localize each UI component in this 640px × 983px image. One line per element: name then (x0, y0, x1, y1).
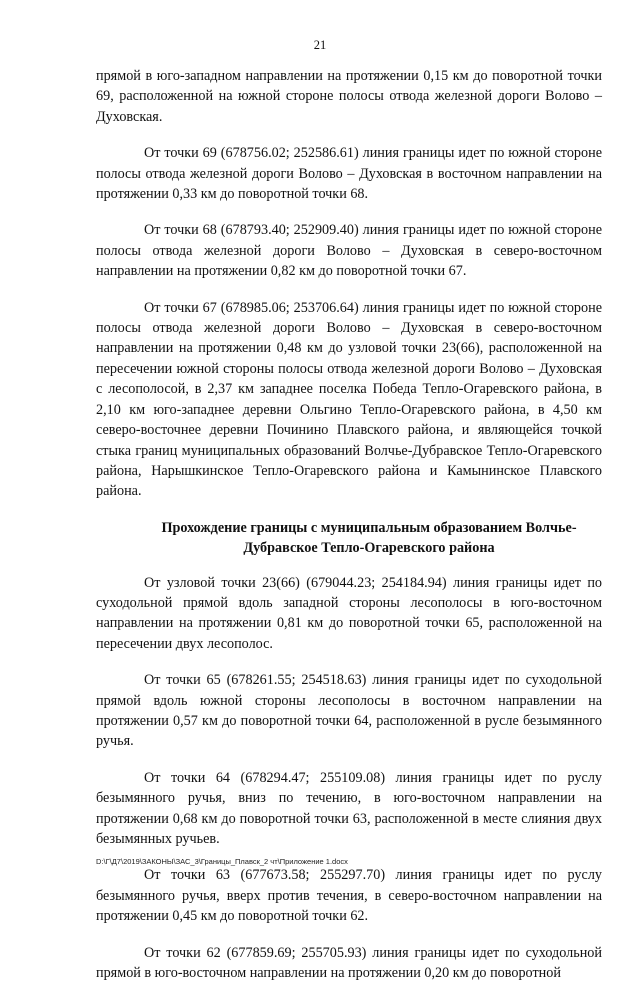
paragraph-node-23-66: От узловой точки 23(66) (679044.23; 254184.94) линия границы идет по суходольной прямой вдоль западной стороны лесополосы в юго-восточном направлении на протяжении 0,81 км до поворотной точки 65, расположенной на пересечении двух лесополос. (96, 574, 602, 652)
paragraph-point-63: От точки 63 (677673.58; 255297.70) линия границы идет по руслу безымянного ручья, вверх против течения, в северо-восточном направлении на протяжении 0,45 км до поворотной точки 62. (96, 867, 602, 925)
paragraph-point-65: От точки 65 (678261.55; 254518.63) линия границы идет по суходольной прямой вдоль южной стороны лесополосы в восточном направлении на протяжении 0,57 км до поворотной точки 64, расположенной в русле безымянного ручья. (96, 672, 602, 750)
paragraph-continuation: прямой в юго-западном направлении на протяжении 0,15 км до поворотной точки 69, расположенной на южной стороне полосы отвода железной дороги Волово – Духовская. (96, 68, 602, 125)
document-body (96, 66, 602, 983)
paragraph-point-67: От точки 67 (678985.06; 253706.64) линия границы идет по южной стороне полосы отвода железной дороги Волово – Духовская в северо-восточном направлении на протяжении 0,48 км до узловой точки 23(66), расположенной на пересечении южной стороны полосы отвода железной дороги Волово – Духовская с лесополосой, в 2,37 км западнее поселка Победа Тепло-Огаревского района, в 2,10 км юго-западнее деревни Ольгино Тепло-Огаревского района, в 4,50 км северо-восточнее деревни Починино Плавского района, и являющейся точкой стыка границ муниципальных образований Волчье-Дубравское Тепло-Огаревского района, Нарышкинское Тепло-Огаревского района и Камынинское Плавского района. (96, 299, 602, 500)
section-heading: Прохождение границы с муниципальным образованием Волчье-Дубравское Тепло-Огаревского района (161, 519, 577, 557)
paragraph-point-64: От точки 64 (678294.47; 255109.08) линия границы идет по руслу безымянного ручья, вниз по течению, в юго-восточном направлении на протяжении 0,68 км до поворотной точки 63, расположенной в месте слияния двух безымянных ручьев. (96, 769, 602, 847)
page-number: 21 (313, 38, 327, 52)
paragraph-point-68: От точки 68 (678793.40; 252909.40) линия границы идет по южной стороне полосы отвода железной дороги Волово – Духовская в северо-восточном направлении на протяжении 0,82 км до поворотной точки 67. (96, 222, 602, 280)
paragraph-point-62: От точки 62 (677859.69; 255705.93) линия границы идет по суходольной прямой в юго-восточном направлении на протяжении 0,20 км до поворотной (96, 944, 602, 982)
file-path-footer: D:\Г\Д7\2019\ЗАКОНЫ\ЗАС_3\Границы_Плавск_2 чт\Приложение 1.docx (96, 857, 348, 866)
paragraph-point-69: От точки 69 (678756.02; 252586.61) линия границы идет по южной стороне полосы отвода железной дороги Волово – Духовская в восточном направлении на протяжении 0,33 км до поворотной точки 68. (96, 145, 602, 203)
